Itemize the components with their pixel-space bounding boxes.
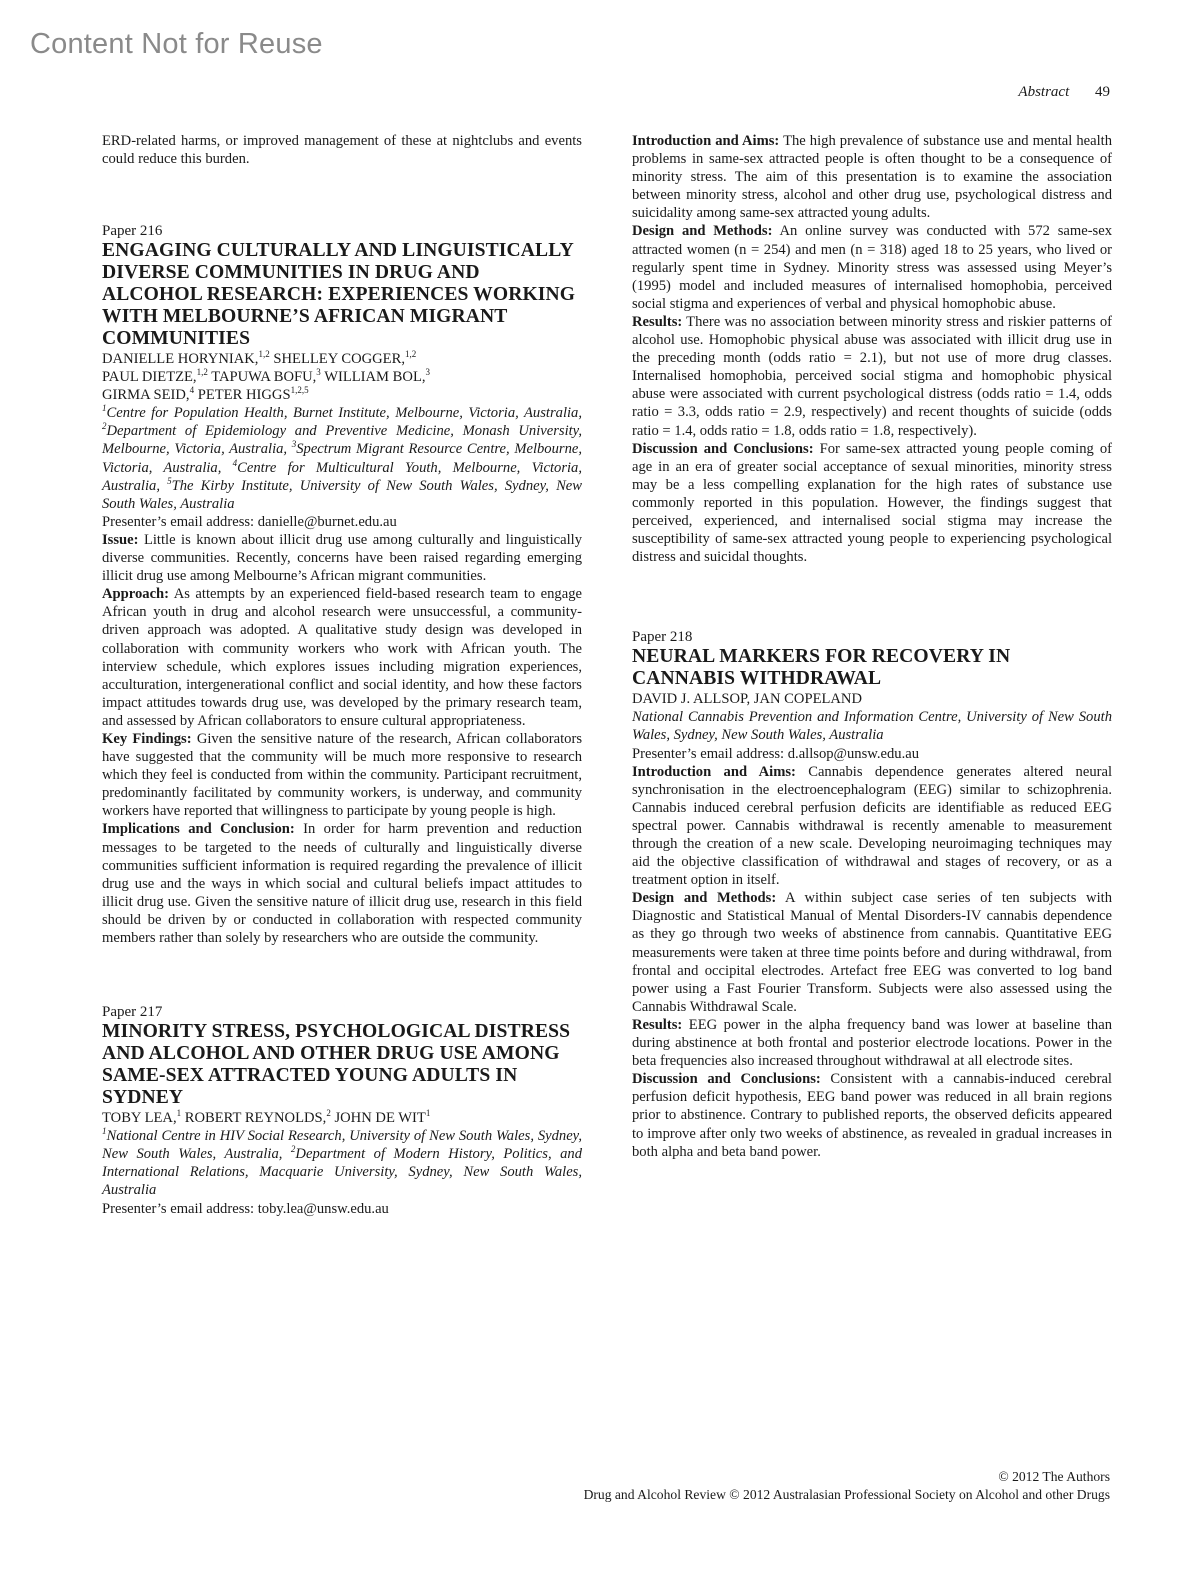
affiliations: National Cannabis Prevention and Information Centre, University of New South Wales, Sydney, New South Wales, Australia <box>632 709 1112 744</box>
right-column <box>632 132 1112 1161</box>
author: DANIELLE HORYNIAK,$^{1,2}$ <box>102 349 270 368</box>
affiliations: $^1$Centre for Population Health, Burnet Institute, Melbourne, Victoria, Australia, $^2$Department of Epidemiology and Preventive Medicine, Monash University, Melbourne, Victoria, Australia, $^3$Spectrum Migrant Resource Centre, Melbourne, Victoria, Australia, $^4$Centre for Multicultural Youth, Melbourne, Victoria, Australia, $^5$The Kirby Institute, University of New South Wales, Sydney, New South Wales, Australia <box>102 403 583 512</box>
section-issue: Issue: Little is known about illicit drug use among culturally and linguistically diverse communities. Recently, concerns have been raised regarding emerging illicit drug use among Melbourne’s African migrant communities. <box>102 531 582 585</box>
paper-217-body <box>632 132 1112 566</box>
author: WILLIAM BOL,$^3$ <box>324 367 431 386</box>
paper-number: Paper 217 <box>102 1004 163 1021</box>
section-discussion: Discussion and Conclusions: Consistent with a cannabis-induced cerebral perfusion deficit hypothesis, EEG band power was reduced in all brain regions prior to abstinence. Contrary to published reports, the observed deficits appeared to improve after only two weeks of abstinence, as revealed in gradual increases in both alpha and beta band power. <box>632 1071 1112 1160</box>
section-introduction-aims: Introduction and Aims: The high prevalence of substance use and mental health problems in same-sex attracted people is often thought to be a consequence of minority stress. The aim of this presentation is to examine the association between minority stress, alcohol and other drug use, psychological distress and suicidality among same-sex attracted young adults. <box>632 133 1112 222</box>
presenter-email: Presenter’s email address: toby.lea@unsw.edu.au <box>102 1200 389 1217</box>
section-introduction-aims: Introduction and Aims: Cannabis dependence generates altered neural synchronisation in the electroencephalogram (EEG) similar to schizophrenia. Cannabis induced cerebral perfusion deficits are identifiable as reduced EEG spectral power. Cannabis withdrawal is recently amenable to measurement through the creation of a new scale. Developing neuroimaging techniques may aid the objective classification of withdrawal and stages of recovery, or as a treatment option in itself. <box>632 763 1113 889</box>
copyright-authors: © 2012 The Authors <box>998 1469 1110 1484</box>
section-results: Results: There was no association between minority stress and riskier patterns of alcohol use. Homophobic physical abuse was associated with illicit drug use in the preceding month (odds ratio = 2.1), but not use of more drug classes. Internalised homophobia, perceived social stigma and homophobic physical abuse were associated with current psychological distress (odds ratio = 1.4, odds ratio = 3.3, odds ratio = 2.9, respectively) and recent thoughts of suicide (odds ratio = 1.4, odds ratio = 1.8, odds ratio = 1.8, respectively). <box>632 313 1112 439</box>
page-footer <box>584 1468 1110 1504</box>
paper-number: Paper 216 <box>102 223 163 240</box>
author: JOHN DE WIT$^1$ <box>334 1108 431 1127</box>
author-list: DAVID J. ALLSOP, JAN COPELAND <box>632 691 863 708</box>
copyright-journal: Drug and Alcohol Review © 2012 Australasian Professional Society on Alcohol and other Drugs <box>583 1487 1110 1502</box>
paper-217-header <box>102 1003 582 1218</box>
author: SHELLEY COGGER,$^{1,2}$ <box>273 349 417 368</box>
affiliations: $^1$National Centre in HIV Social Research, University of New South Wales, Sydney, New South Wales, Australia, $^2$Department of Modern History, Politics, and International Relations, Macquarie University, Sydney, New South Wales, Australia <box>102 1126 582 1199</box>
section-discussion: Discussion and Conclusions: For same-sex attracted young people coming of age in an era of greater social acceptance of sexual minorities, minority stress may be a less compelling explanation for the high rates of substance use commonly reported in this population. However, the findings suggest that perceived, experienced, and internalised social stigma may increase the susceptibility of same-sex attracted young people to experiencing psychological distress and suicidal thoughts. <box>632 440 1112 566</box>
author: TOBY LEA,$^1$ <box>102 1108 182 1127</box>
paper-number: Paper 218 <box>632 629 693 646</box>
continuation-text: ERD-related harms, or improved management of these at nightclubs and events could reduce this burden. <box>102 133 582 168</box>
watermark: Content Not for Reuse <box>30 28 323 60</box>
section-design-methods: Design and Methods: A within subject case series of ten subjects with Diagnostic and Statistical Manual of Mental Disorders-IV cannabis dependence as they go through two weeks of abstinence from cannabis. Quantitative EEG measurements were taken at three time points before and during withdrawal, from frontal and occipital electrodes. Artefact free EEG was converted to log band power using a Fast Fourier Transform. Subjects were also assessed using the Cannabis Withdrawal Scale. <box>632 890 1113 1015</box>
page-number: 49 <box>1095 84 1110 100</box>
author-list <box>102 350 582 404</box>
author: PETER HIGGS$^{1,2,5}$ <box>197 385 309 404</box>
running-head <box>1018 84 1110 101</box>
section-implications: Implications and Conclusion: In order for harm prevention and reduction messages to be targeted to the needs of culturally and linguistically diverse communities sufficient information is required regarding the prevalence of illicit drug use and the ways in which social and cultural beliefs impact attitudes to illicit drug use. Given the sensitive nature of illicit drug use, research in this field should be driven by or conducted in collaboration with respected community members rather than solely by researchers who are outside the community. <box>102 821 582 946</box>
author: PAUL DIETZE,$^{1,2}$ <box>102 367 208 386</box>
section-results: Results: EEG power in the alpha frequency band was lower at baseline than during abstinence at both frontal and posterior electrode locations. Power in the beta frequencies also increased throughout withdrawal at all electrode sites. <box>632 1016 1112 1070</box>
author: ROBERT REYNOLDS,$^2$ <box>184 1108 331 1127</box>
section-design-methods: Design and Methods: An online survey was conducted with 572 same-sex attracted women (n = 254) and men (n = 318) aged 18 to 25 years, who lived or regularly spent time in Sydney. Minority stress was assessed using Meyer’s (1995) model and included measures of internalised homophobia, perceived social stigma and experiences of verbal and physical homophobic abuse. <box>632 223 1113 312</box>
paper-title: ENGAGING CULTURALLY AND LINGUISTICALLY DIVERSE COMMUNITIES IN DRUG AND ALCOHOL RESEARCH: EXPERIENCES WORKING WITH MELBOURNE’S AFRICAN MIGRANT COMMUNITIES <box>102 240 576 350</box>
left-column <box>102 132 582 1218</box>
author: TAPUWA BOFU,$^3$ <box>211 367 321 386</box>
author-list <box>102 1109 582 1127</box>
presenter-email: Presenter’s email address: d.allsop@unsw.edu.au <box>632 745 920 762</box>
author: GIRMA SEID,$^4$ <box>102 385 195 404</box>
paper-title: NEURAL MARKERS FOR RECOVERY IN CANNABIS WITHDRAWAL <box>632 646 1011 690</box>
paper-title: MINORITY STRESS, PSYCHOLOGICAL DISTRESS AND ALCOHOL AND OTHER DRUG USE AMONG SAME-SEX ATTRACTED YOUNG ADULTS IN SYDNEY <box>102 1021 571 1109</box>
paper-216 <box>102 222 582 947</box>
section-key-findings: Key Findings: Given the sensitive nature of the research, African collaborators have suggested that the community will be much more responsive to research which they feel is conducted from within the community. Participant recruitment, predominantly facilitated by community workers, is underway, and community workers have reported that willingness to participate by young people is high. <box>102 730 583 820</box>
running-head-title: Abstract <box>1018 84 1070 100</box>
paper-218 <box>632 628 1112 1160</box>
presenter-email: Presenter’s email address: danielle@burnet.edu.au <box>102 513 397 530</box>
section-approach: Approach: As attempts by an experienced field-based research team to engage African youth in drug and alcohol research were unsuccessful, a community-driven approach was adopted. A qualitative study design was developed in collaboration with community workers who work with African youth. The interview schedule, which explores issues including migration experiences, acculturation, intergenerational conflict and social identity, and how these factors impact attitudes towards drug use, was developed by the primary research team, and assessed by African collaborators to ensure cultural appropriateness. <box>102 586 582 729</box>
